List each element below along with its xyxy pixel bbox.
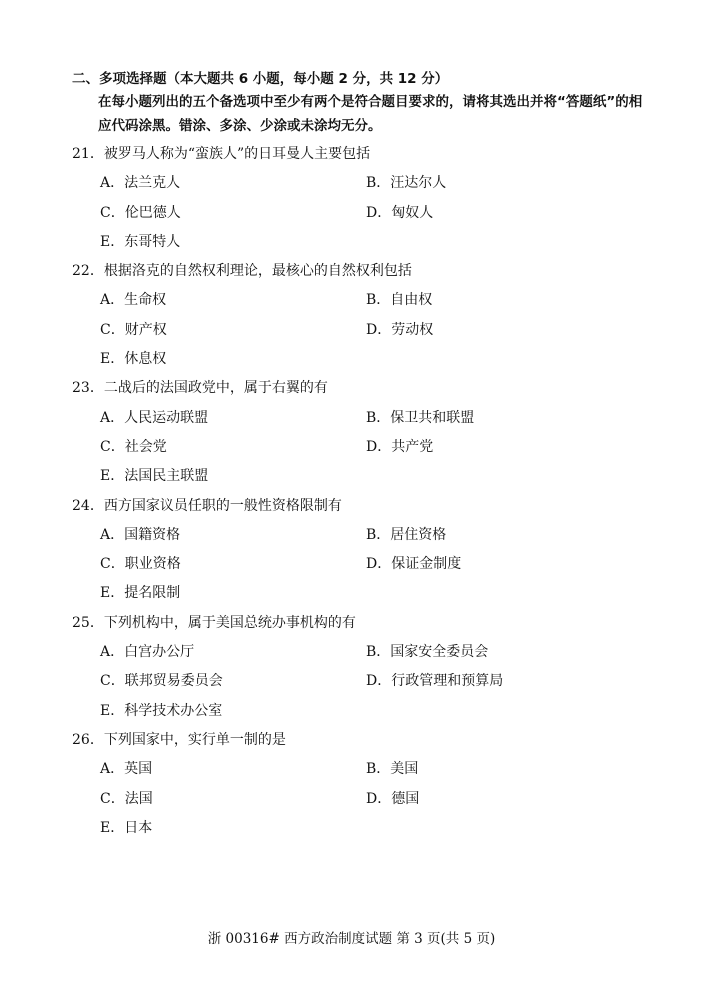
- question-stem: 26．下列国家中，实行单一制的是: [72, 731, 286, 748]
- option-grid: [72, 521, 632, 609]
- option-d: D．行政管理和预算局: [366, 673, 504, 690]
- option-b: B．汪达尔人: [366, 175, 447, 192]
- option-b: B．美国: [366, 761, 419, 778]
- option-a: A．国籍资格: [100, 526, 181, 543]
- option-grid: [72, 755, 632, 843]
- option-c: C．法国: [100, 790, 153, 807]
- section-title: 二、多项选择题（本大题共 6 小题，每小题 2 分，共 12 分）: [72, 71, 449, 87]
- option-d: D．保证金制度: [366, 556, 462, 573]
- option-b: B．国家安全委员会: [366, 644, 489, 661]
- question-23: [72, 374, 632, 491]
- option-c: C．财产权: [100, 321, 167, 338]
- question-25: [72, 609, 632, 726]
- option-b: B．自由权: [366, 292, 433, 309]
- option-e: E．东哥特人: [100, 233, 181, 250]
- option-a: A．白宫办公厅: [100, 644, 195, 661]
- question-24: [72, 492, 632, 609]
- question-stem: 23．二战后的法国政党中，属于右翼的有: [72, 380, 328, 397]
- question-list: [72, 140, 632, 843]
- option-d: D．匈奴人: [366, 204, 434, 221]
- option-a: A．法兰克人: [100, 175, 181, 192]
- page-footer: 浙 00316# 西方政治制度试题 第 3 页(共 5 页): [207, 931, 496, 947]
- option-e: E．休息权: [100, 351, 167, 368]
- option-a: A．生命权: [100, 292, 167, 309]
- option-grid: [72, 286, 632, 374]
- question-stem: 21．被罗马人称为“蛮族人”的日耳曼人主要包括: [72, 146, 371, 162]
- option-c: C．联邦贸易委员会: [100, 673, 223, 690]
- option-a: A．英国: [100, 761, 153, 778]
- option-e: E．科学技术办公室: [100, 702, 223, 719]
- question-26: [72, 726, 632, 843]
- section-instruction: 在每小题列出的五个备选项中至少有两个是符合题目要求的，请将其选出并将“答题纸”的相应代码涂黑。错涂、多涂、少涂或未涂均无分。: [98, 94, 643, 134]
- option-e: E．日本: [100, 819, 153, 836]
- option-e: E．法国民主联盟: [100, 468, 209, 485]
- option-d: D．共产党: [366, 438, 434, 455]
- question-21: [72, 140, 632, 257]
- question-stem: 22．根据洛克的自然权利理论，最核心的自然权利包括: [72, 263, 412, 280]
- option-b: B．保卫共和联盟: [366, 409, 475, 426]
- option-grid: [72, 404, 632, 492]
- section-header: [72, 68, 652, 138]
- option-e: E．提名限制: [100, 585, 181, 602]
- option-grid: [72, 169, 632, 257]
- option-grid: [72, 638, 632, 726]
- question-22: [72, 257, 632, 374]
- option-d: D．劳动权: [366, 321, 434, 338]
- question-stem: 24．西方国家议员任职的一般性资格限制有: [72, 497, 342, 514]
- option-c: C．社会党: [100, 438, 167, 455]
- option-a: A．人民运动联盟: [100, 409, 209, 426]
- option-c: C．伦巴德人: [100, 204, 181, 221]
- option-b: B．居住资格: [366, 526, 447, 543]
- question-stem: 25．下列机构中，属于美国总统办事机构的有: [72, 614, 356, 631]
- option-d: D．德国: [366, 790, 420, 807]
- option-c: C．职业资格: [100, 556, 181, 573]
